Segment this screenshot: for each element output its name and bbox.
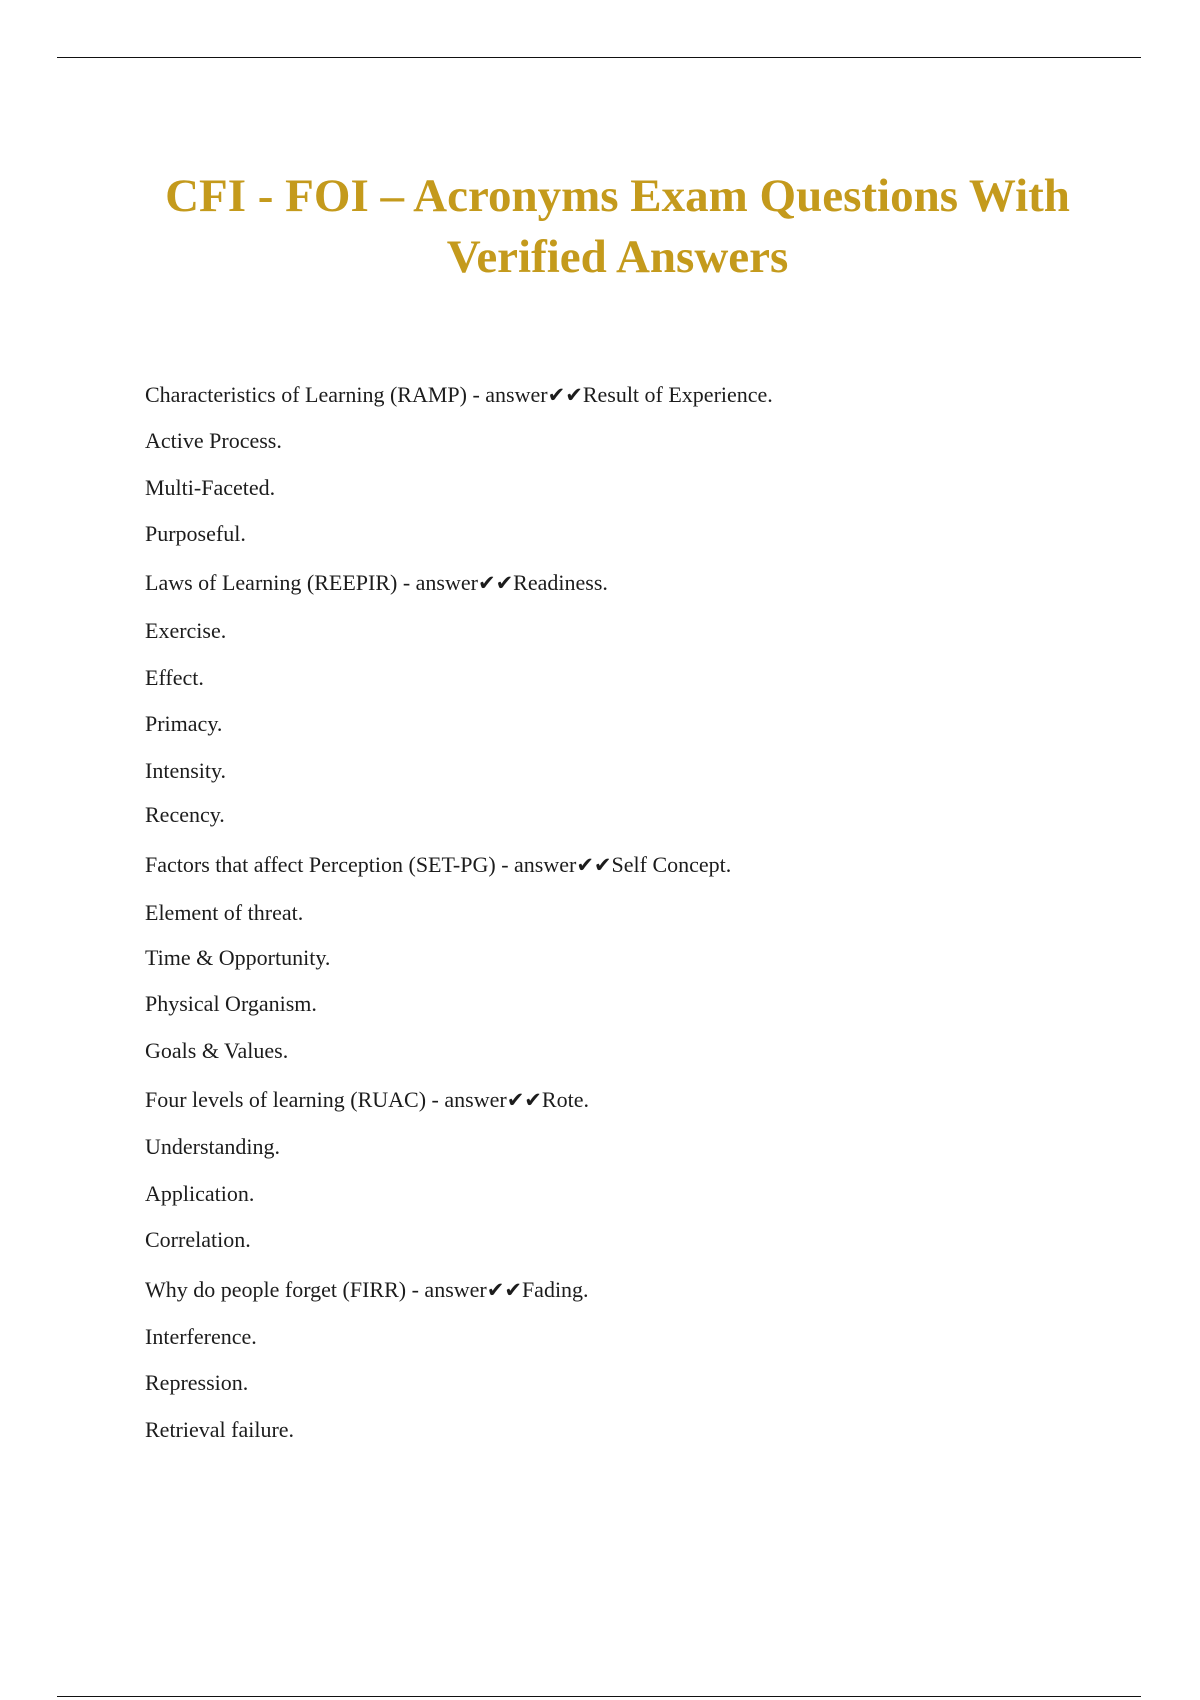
answer-line: Time & Opportunity. [145, 945, 331, 970]
answer-line: Retrieval failure. [145, 1417, 295, 1442]
answer-text: Result of Experience. [582, 382, 773, 407]
answer-text: Rote. [541, 1087, 589, 1112]
answer-text: Self Concept. [611, 852, 732, 877]
check-icon: ✔✔ [477, 571, 514, 595]
check-icon: ✔✔ [576, 853, 612, 877]
answer-line: Exercise. [145, 618, 227, 643]
answer-line: Purposeful. [145, 521, 246, 546]
question-text: Why do people forget (FIRR) - answer [145, 1277, 487, 1302]
answer-line: Goals & Values. [145, 1038, 289, 1063]
answer-line: Multi-Faceted. [145, 475, 276, 500]
answer-line: Interference. [145, 1324, 257, 1349]
answer-line: Application. [145, 1181, 255, 1206]
check-icon: ✔✔ [506, 1088, 542, 1112]
answer-line: Effect. [145, 665, 204, 690]
answer-line: Primacy. [145, 711, 223, 736]
answer-line: Understanding. [145, 1134, 281, 1159]
title-line-2: Verified Answers [446, 231, 789, 283]
top-rule [57, 57, 1141, 58]
title-line-1: CFI - FOI – Acronyms Exam Questions With [165, 170, 1070, 222]
question-text: Laws of Learning (REEPIR) - answer [145, 570, 478, 595]
check-icon: ✔✔ [486, 1278, 522, 1302]
question-line [145, 852, 731, 878]
answer-line: Repression. [145, 1370, 249, 1395]
answer-text: Fading. [521, 1277, 589, 1302]
answer-line: Active Process. [145, 428, 282, 453]
answer-line: Recency. [145, 802, 225, 827]
document-title [120, 166, 1115, 288]
question-text: Four levels of learning (RUAC) - answer [145, 1087, 507, 1112]
check-icon: ✔✔ [547, 383, 583, 407]
question-line [145, 570, 608, 596]
question-line [145, 382, 773, 408]
answer-line: Intensity. [145, 758, 227, 783]
question-text: Characteristics of Learning (RAMP) - answer [145, 382, 548, 407]
question-line [145, 1277, 589, 1303]
answer-line: Correlation. [145, 1227, 251, 1252]
bottom-rule [57, 1696, 1141, 1697]
question-line [145, 1087, 589, 1113]
answer-line: Element of threat. [145, 900, 304, 925]
answer-line: Physical Organism. [145, 991, 317, 1016]
answer-text: Readiness. [513, 570, 608, 595]
question-text: Factors that affect Perception (SET-PG) - answer [145, 852, 577, 877]
